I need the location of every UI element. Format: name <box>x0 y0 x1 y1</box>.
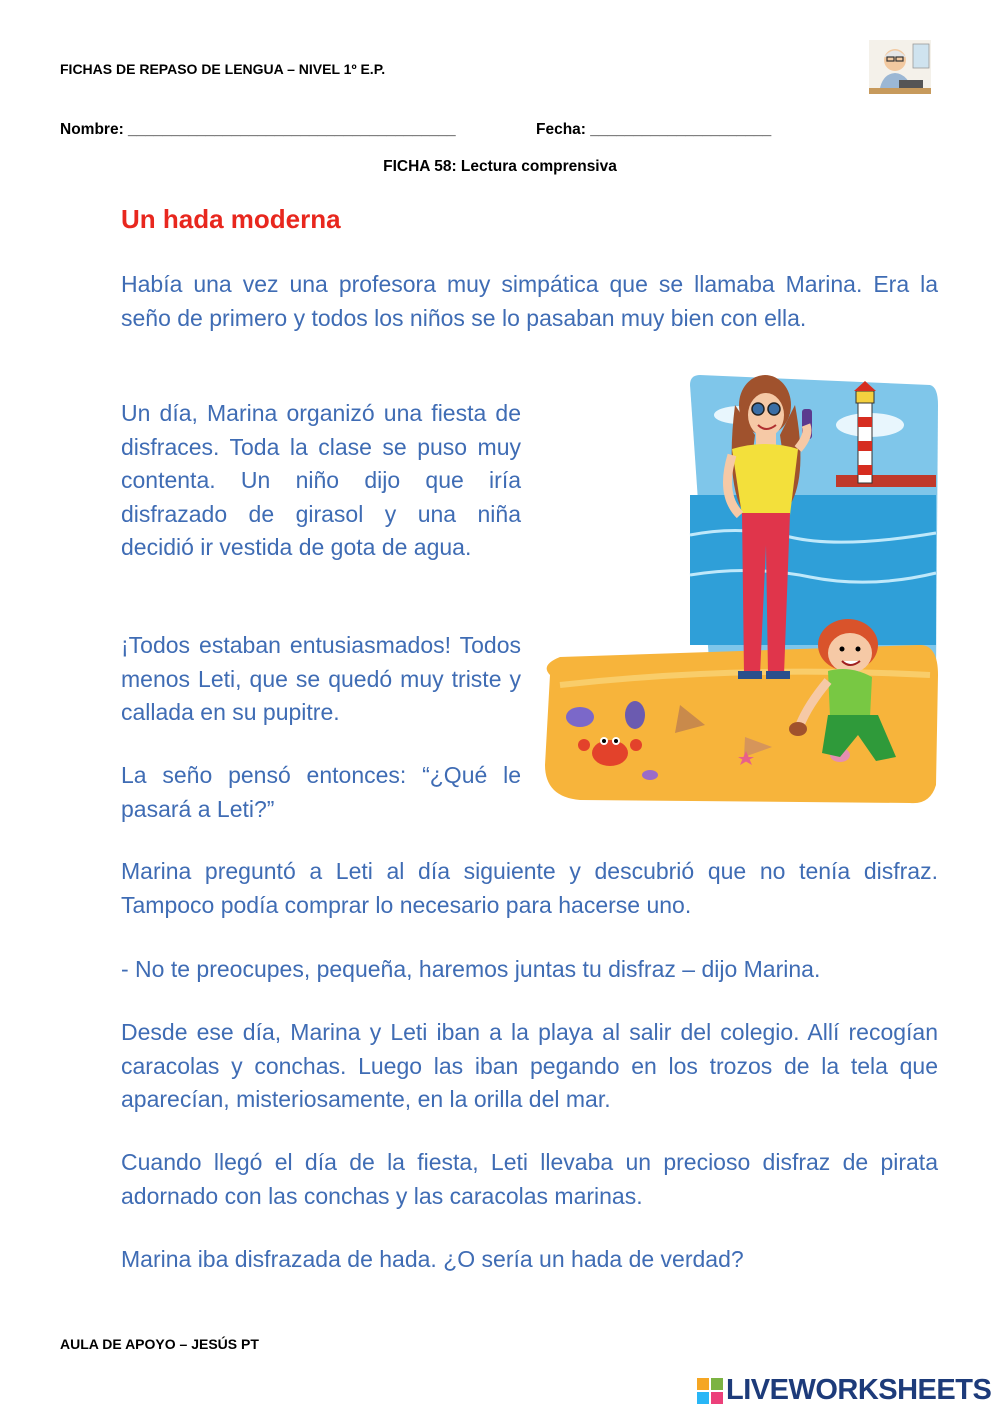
liveworksheets-logo-icon <box>697 1378 723 1404</box>
story-paragraph: Marina iba disfrazada de hada. ¿O sería un hada de verdad? <box>121 1246 744 1272</box>
story-paragraph: Cuando llegó el día de la fiesta, Leti llevaba un precioso disfraz de pirata adornado con las conchas y las caracolas marinas. <box>121 1149 938 1209</box>
footer-author: AULA DE APOYO – JESÚS PT <box>60 1336 259 1352</box>
worksheet-title: FICHA 58: Lectura comprensiva <box>383 158 617 175</box>
series-title: FICHAS DE REPASO DE LENGUA – NIVEL 1º E.P. <box>60 61 386 77</box>
liveworksheets-brand[interactable]: LIVEWORKSHEETS <box>726 1374 992 1406</box>
story-paragraph: - No te preocupes, pequeña, haremos juntas tu disfraz – dijo Marina. <box>121 956 821 982</box>
teacher-avatar-icon <box>869 40 931 94</box>
beach-illustration <box>540 345 940 807</box>
story-paragraph: ¡Todos estaban entusiasmados! Todos menos Leti, que se quedó muy triste y callada en su pupitre. <box>121 632 521 725</box>
story-paragraph: Marina preguntó a Leti al día siguiente y descubrió que no tenía disfraz. Tampoco podía comprar lo necesario para hacerse uno. <box>121 858 938 918</box>
story-paragraph: La seño pensó entonces: “¿Qué le pasará a Leti?” <box>121 762 521 822</box>
date-field-label: Fecha: _____________________ <box>536 121 772 138</box>
name-field-label: Nombre: ______________________________________ <box>60 121 456 138</box>
story-paragraph: Un día, Marina organizó una fiesta de disfraces. Toda la clase se puso muy contenta. Un niño dijo que iría disfrazado de girasol y una niña decidió ir vestida de gota de agua. <box>121 400 521 560</box>
story-paragraph: Había una vez una profesora muy simpática que se llamaba Marina. Era la seño de primero y todos los niños se lo pasaban muy bien con ella. <box>121 271 938 331</box>
story-paragraph: Desde ese día, Marina y Leti iban a la playa al salir del colegio. Allí recogían caracolas y conchas. Luego las iban pegando en los trozos de la tela que aparecían, misteriosamente, en la orilla del mar. <box>121 1019 938 1112</box>
story-title: Un hada moderna <box>121 204 341 234</box>
